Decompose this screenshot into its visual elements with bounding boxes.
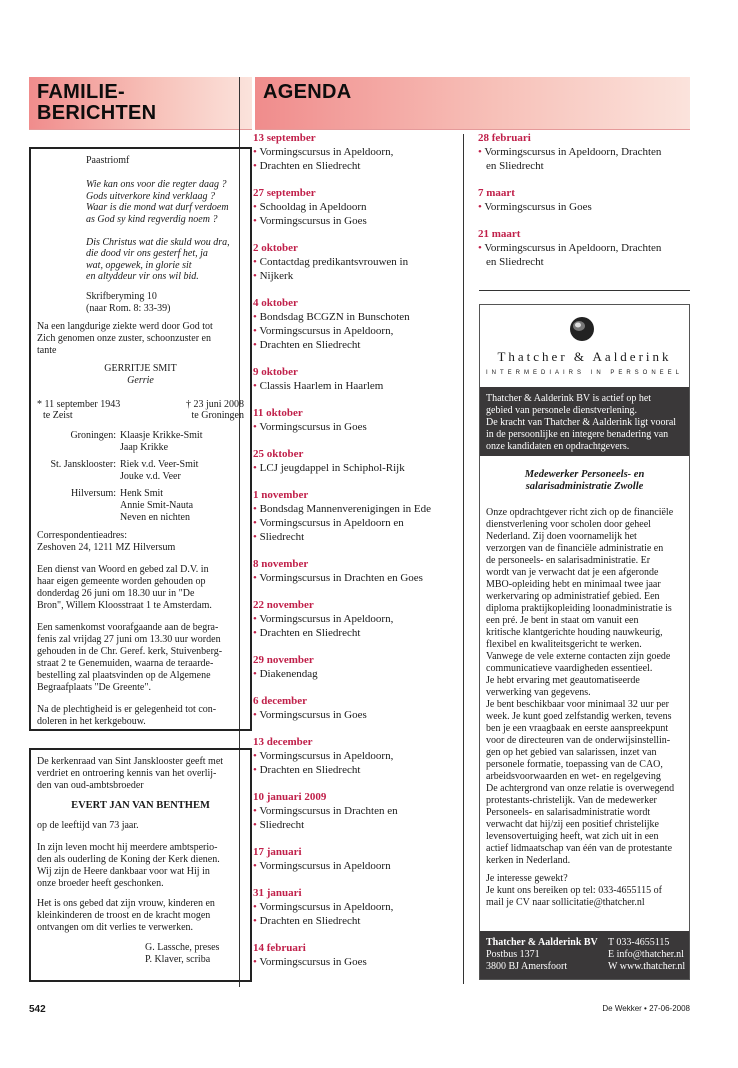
- body-line: verzorgen van de financiële administratie en: [486, 543, 664, 554]
- family-member: Jaap Krikke: [120, 441, 169, 453]
- deceased-nickname: Gerrie: [127, 374, 154, 386]
- agenda-date: 8 november: [253, 558, 309, 570]
- body-line: kritische klantgerichte houding nauwkeurig,: [486, 627, 663, 638]
- agenda-item: • Schooldag in Apeldoorn: [253, 201, 367, 213]
- agenda-item: • Vormingscursus in Apeldoorn, Drachten: [478, 146, 662, 158]
- body-line: personele formatie, toepassing van de CAO,: [486, 759, 663, 770]
- intro-line: De kracht van Thatcher & Aalderink ligt vooral: [486, 417, 677, 428]
- funeral-line: bestelling zal plaatsvinden op de Algemene: [37, 669, 211, 681]
- agenda-item: • Vormingscursus in Apeldoorn: [253, 860, 391, 872]
- agenda-date: 21 maart: [478, 228, 521, 240]
- body-line: Wij zijn de Heere dankbaar voor wat Hij in: [37, 866, 210, 877]
- agenda-date: 1 november: [253, 489, 309, 501]
- footer-left: Postbus 1371: [486, 949, 540, 960]
- agenda-item: • Drachten en Sliedrecht: [253, 627, 361, 639]
- contact-line: Je interesse gewekt?: [486, 873, 568, 884]
- agenda-item: • Vormingscursus in Apeldoorn, Drachten: [478, 242, 662, 254]
- agenda-date: 9 oktober: [253, 366, 298, 378]
- family-member: Klaasje Krikke-Smit: [120, 429, 203, 441]
- agenda-item: • Vormingscursus in Apeldoorn,: [253, 901, 394, 913]
- age-line: op de leeftijd van 73 jaar.: [37, 820, 139, 831]
- agenda-item: • Contactdag predikantsvrouwen in: [253, 256, 409, 268]
- agenda-item: • Bondsdag Mannenverenigingen in Ede: [253, 503, 431, 515]
- company-logo: [568, 315, 596, 343]
- obituary-notice: [29, 147, 252, 731]
- agenda-title: AGENDA: [263, 81, 352, 103]
- agenda-item: • Drachten en Sliedrecht: [253, 764, 361, 776]
- family-member: Neven en nichten: [120, 511, 190, 523]
- body-line: dienstverlening voor scholen door geheel: [486, 519, 651, 530]
- birth-date: * 11 september 1943: [37, 398, 121, 410]
- body-line: ben je een vraagbaak en eerste aanspreekpunt: [486, 723, 669, 734]
- death-place: te Groningen: [191, 409, 244, 421]
- agenda-item: • Vormingscursus in Apeldoorn,: [253, 325, 394, 337]
- agenda-item: • Nijkerk: [253, 270, 294, 282]
- agenda-item: • Classis Haarlem in Haarlem: [253, 380, 384, 392]
- agenda-item: • Vormingscursus in Apeldoorn,: [253, 146, 394, 158]
- agenda-date: 2 oktober: [253, 242, 298, 254]
- agenda-date: 27 september: [253, 187, 316, 199]
- agenda-date: 31 januari: [253, 887, 302, 899]
- agenda-date: 28 februari: [478, 132, 531, 144]
- agenda-date: 29 november: [253, 654, 314, 666]
- service-line: Een dienst van Woord en gebed zal D.V. in: [37, 563, 209, 575]
- scripture-ref: Skrifberyming 10: [86, 290, 157, 302]
- death-date: † 23 juni 2008: [185, 398, 244, 410]
- body-line: den als ouderling de Koning der Kerk dienen.: [37, 854, 220, 865]
- service-line: donderdag 26 juni om 18.30 uur in "De: [37, 587, 195, 599]
- poem-line: Wie kan ons voor die regter daag ?: [86, 179, 227, 190]
- poem-line: die dood vir ons gesterf het, ja: [86, 248, 208, 259]
- intro-line: De kerkenraad van Sint Jansklooster geeft met: [37, 756, 224, 767]
- body-line: werkervaring op administratief gebied. Een: [486, 591, 660, 602]
- poem-line: en altyddeur vir ons wil bid.: [86, 271, 199, 282]
- footer-right: T 033-4655115: [608, 937, 670, 948]
- scripture-ref: (naar Rom. 8: 33-39): [86, 302, 171, 314]
- intro-line: Na een langdurige ziekte werd door God tot: [37, 320, 213, 332]
- agenda-item: • Vormingscursus in Goes: [253, 215, 367, 227]
- funeral-line: straat 2 te Genemuiden, waarna de teraarde-: [37, 657, 214, 669]
- job-advertisement: [479, 304, 690, 980]
- body-line: onze broeder heeft geschonken.: [37, 878, 164, 889]
- agenda-date: 7 maart: [478, 187, 515, 199]
- body-line: kerken in Nederland.: [486, 855, 571, 866]
- body-line: Je bent beschikbaar voor minimaal 32 uur per: [486, 699, 669, 710]
- intro-line: gebied van personele dienstverlening.: [486, 405, 638, 416]
- agenda-date: 4 oktober: [253, 297, 298, 309]
- poem-line: Dis Christus wat die skuld wou dra,: [86, 236, 230, 248]
- body-line: een pré. Je bent in staat om vanuit een: [486, 615, 639, 626]
- intro-line: tante: [37, 344, 57, 356]
- agenda-item: • Vormingscursus in Apeldoorn,: [253, 613, 394, 625]
- deceased-name: EVERT JAN VAN BENTHEM: [71, 800, 210, 811]
- poem-line: wat, opgewek, in glorie sit: [86, 259, 192, 271]
- family-place: St. Jansklooster:: [50, 458, 116, 470]
- intro-line: den van oud-ambtsbroeder: [37, 780, 144, 791]
- service-line: Bron", Willem Kloosstraat 1 te Amsterdam.: [37, 599, 212, 611]
- agenda-header: [255, 77, 690, 129]
- agenda-date: 6 december: [253, 695, 308, 707]
- job-title: salarisadministratie Zwolle: [525, 481, 644, 492]
- contact-line: Je kunt ons bereiken op tel: 033-4655115 of: [486, 885, 662, 896]
- ad-intro: [480, 387, 689, 456]
- agenda-item: • Drachten en Sliedrecht: [253, 915, 361, 927]
- agenda-item: • Vormingscursus in Goes: [253, 709, 367, 721]
- poem-line: Waar is die mond wat durf verdoem: [86, 202, 229, 213]
- family-member: Annie Smit-Nauta: [120, 499, 194, 511]
- contact-line: mail je CV naar sollicitatie@thatcher.nl: [486, 897, 645, 908]
- footer-left: 3800 BJ Amersfoort: [486, 961, 568, 972]
- condolence-line: Na de plechtigheid is er gelegenheid tot con-: [37, 703, 217, 715]
- body-line: Je hebt ervaring met geautomatiseerde: [486, 675, 640, 686]
- family-member: Henk Smit: [120, 487, 164, 499]
- correspondence-line: Zeshoven 24, 1211 MZ Hilversum: [37, 541, 176, 553]
- body-line: Nederland. Zij doen voornamelijk het: [486, 531, 637, 542]
- body-line: de personeels- en salarisadministratie. Er: [486, 555, 651, 566]
- poem-line: Gods uitverkore kind verklaag ?: [86, 190, 216, 202]
- family-place: Hilversum:: [71, 487, 116, 499]
- job-title: Medewerker Personeels- en: [524, 469, 645, 480]
- agenda-item: • Sliedrecht: [253, 819, 305, 831]
- prayer-line: Het is ons gebed dat zijn vrouw, kinderen en: [37, 898, 215, 909]
- condolence-line: doleren in het kerkgebouw.: [37, 715, 146, 727]
- intro-line: in de persoonlijke en integere benadering van: [486, 429, 669, 440]
- body-line: In zijn leven mocht hij meerdere ambtsperio-: [37, 842, 218, 853]
- body-line: Personeels- en salarisadministratie wordt: [486, 807, 651, 818]
- agenda-item: • Vormingscursus in Drachten en Goes: [253, 572, 423, 584]
- birth-place: te Zeist: [43, 409, 73, 421]
- agenda-date: 25 oktober: [253, 448, 304, 460]
- familie-header: [29, 77, 252, 129]
- poem-title: Paastriomf: [86, 155, 130, 166]
- funeral-line: fenis zal vrijdag 27 juni om 13.30 uur worden: [37, 633, 221, 645]
- footer-left: Thatcher & Aalderink BV: [486, 937, 598, 948]
- agenda-item: • Drachten en Sliedrecht: [253, 160, 361, 172]
- intro-line: Thatcher & Aalderink BV is actief op het: [486, 393, 652, 404]
- correspondence-line: Correspondentieadres:: [37, 529, 127, 541]
- body-line: levensovertuiging heeft, wat zich uit in een: [486, 831, 659, 842]
- body-line: De achtergrond van onze relatie is overwegend: [486, 783, 675, 794]
- footer-right: E info@thatcher.nl: [608, 949, 684, 960]
- family-member: Riek v.d. Veer-Smit: [120, 458, 199, 470]
- deceased-name: GERRITJE SMIT: [104, 362, 177, 374]
- agenda-item: • Drachten en Sliedrecht: [253, 339, 361, 351]
- agenda-divider: [463, 134, 464, 984]
- familie-title: FAMILIE- BERICHTEN: [37, 81, 157, 124]
- company-name: Thatcher & Aalderink: [497, 349, 672, 364]
- body-line: voor de directeuren van de onderwijsinstellin-: [486, 735, 671, 746]
- agenda-date: 13 september: [253, 132, 316, 144]
- company-tagline: INTERMEDIAIRS IN PERSONEEL: [485, 370, 684, 376]
- funeral-line: gehouden in de Chr. Geref. kerk, Stuivenberg-: [37, 645, 223, 657]
- body-line: protestants-christelijk. Van de medewerker: [486, 795, 657, 806]
- ad-footer: [480, 931, 689, 979]
- body-line: gen op het gebied van salarissen, inzet van: [486, 747, 657, 758]
- signature: G. Lassche, preses: [145, 942, 220, 953]
- body-line: arbeidsvoorwaarden en wet- en regelgeving: [486, 771, 661, 782]
- body-line: wordt van je verwacht dat je een afgeronde: [486, 567, 659, 578]
- body-line: week. Je kunt goed zelfstandig werken, tevens: [486, 711, 672, 722]
- agenda-item: • Sliedrecht: [253, 531, 305, 543]
- issue-info: De Wekker • 27-06-2008: [602, 1004, 690, 1013]
- agenda-item: • Vormingscursus in Drachten en: [253, 805, 398, 817]
- agenda-date: 17 januari: [253, 846, 302, 858]
- body-line: actief lidmaatschap van één van de protestante: [486, 843, 673, 854]
- agenda-item: • Vormingscursus in Apeldoorn,: [253, 750, 394, 762]
- poem-line: as God sy kind regverdig noem ?: [86, 213, 218, 225]
- funeral-line: Een samenkomst voorafgaande aan de begra-: [37, 621, 219, 633]
- service-line: haar eigen gemeente worden gehouden op: [37, 575, 206, 587]
- agenda-item: • Vormingscursus in Apeldoorn en: [253, 517, 404, 529]
- agenda-item: • Bondsdag BCGZN in Bunschoten: [253, 311, 410, 323]
- agenda-date: 14 februari: [253, 942, 306, 954]
- agenda-item: • LCJ jeugdappel in Schiphol-Rijk: [253, 462, 405, 474]
- body-line: Vanwege de vele externe contacten zijn goede: [486, 651, 671, 662]
- agenda-item: • Vormingscursus in Goes: [253, 421, 367, 433]
- body-line: flexibel en kwaliteitsgericht te werken.: [486, 639, 642, 650]
- family-place: Groningen:: [70, 429, 116, 441]
- prayer-line: ontvangen om dit verlies te verwerken.: [37, 922, 194, 933]
- agenda-date: 10 januari 2009: [253, 791, 327, 803]
- body-line: verwacht dat hij/zij een positief christelijke: [486, 819, 659, 830]
- body-line: Onze opdrachtgever richt zich op de financiële: [486, 507, 674, 518]
- page-number: 542: [29, 1004, 46, 1015]
- agenda-item: • Vormingscursus in Goes: [253, 956, 367, 968]
- footer-right: W www.thatcher.nl: [608, 961, 686, 972]
- church-notice: [29, 748, 252, 982]
- agenda-date: 22 november: [253, 599, 314, 611]
- signature: P. Klaver, scriba: [145, 954, 211, 965]
- body-line: verwerking van gegevens.: [486, 687, 591, 698]
- intro-line: verdriet en ontroering kennis van het overlij-: [37, 768, 217, 779]
- funeral-line: Begraafplaats "De Greente".: [37, 681, 151, 693]
- body-line: MBO-opleiding hebt en minimaal twee jaar: [486, 579, 661, 590]
- agenda-item: • Diakenendag: [253, 668, 318, 680]
- agenda-item: en Sliedrecht: [486, 160, 544, 172]
- body-line: communicatieve vaardigheden essentieel.: [486, 663, 653, 674]
- intro-line: Zich genomen onze zuster, schoonzuster en: [37, 332, 211, 344]
- agenda-item: • Vormingscursus in Goes: [478, 201, 592, 213]
- agenda-item: en Sliedrecht: [486, 256, 544, 268]
- intro-line: onze kandidaten en opdrachtgevers.: [486, 441, 630, 452]
- agenda-date: 13 december: [253, 736, 313, 748]
- agenda-date: 11 oktober: [253, 407, 303, 419]
- family-member: Jouke v.d. Veer: [120, 470, 181, 482]
- body-line: diploma praktijkopleiding loonadministratie is: [486, 603, 672, 614]
- prayer-line: kleinkinderen de troost en de kracht mogen: [37, 910, 211, 921]
